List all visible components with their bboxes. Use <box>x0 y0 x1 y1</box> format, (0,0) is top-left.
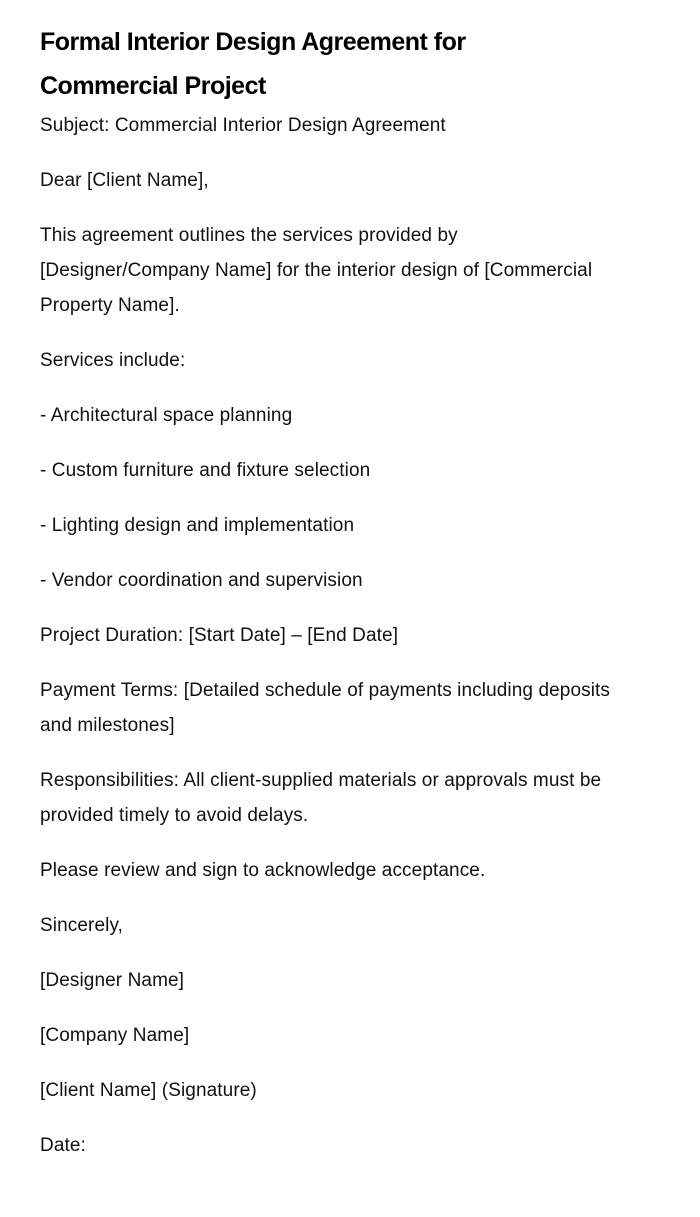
service-item: - Architectural space planning <box>40 405 293 426</box>
designer-name: [Designer Name] <box>40 970 185 991</box>
project-duration: Project Duration: [Start Date] – [End Date] <box>40 625 399 646</box>
intro-paragraph: This agreement outlines the services provided by [Designer/Company Name] for the interior design of [Commercial Property Name]. <box>40 225 593 316</box>
document-title: Formal Interior Design Agreement for Commercial Project <box>40 28 466 100</box>
responsibilities: Responsibilities: All client-supplied materials or approvals must be provided timely to avoid delays. <box>40 770 602 826</box>
company-name: [Company Name] <box>40 1025 190 1046</box>
sign-off: Sincerely, <box>40 915 124 936</box>
service-item: - Custom furniture and fixture selection <box>40 460 371 481</box>
client-signature: [Client Name] (Signature) <box>40 1080 257 1101</box>
service-item: - Lighting design and implementation <box>40 515 355 536</box>
subject-line: Subject: Commercial Interior Design Agreement <box>40 115 446 136</box>
date-label: Date: <box>40 1135 86 1156</box>
closing-request: Please review and sign to acknowledge acceptance. <box>40 860 486 881</box>
salutation: Dear [Client Name], <box>40 170 209 191</box>
payment-terms: Payment Terms: [Detailed schedule of payments including deposits and milestones] <box>40 680 611 736</box>
services-heading: Services include: <box>40 350 186 371</box>
service-item: - Vendor coordination and supervision <box>40 570 363 591</box>
